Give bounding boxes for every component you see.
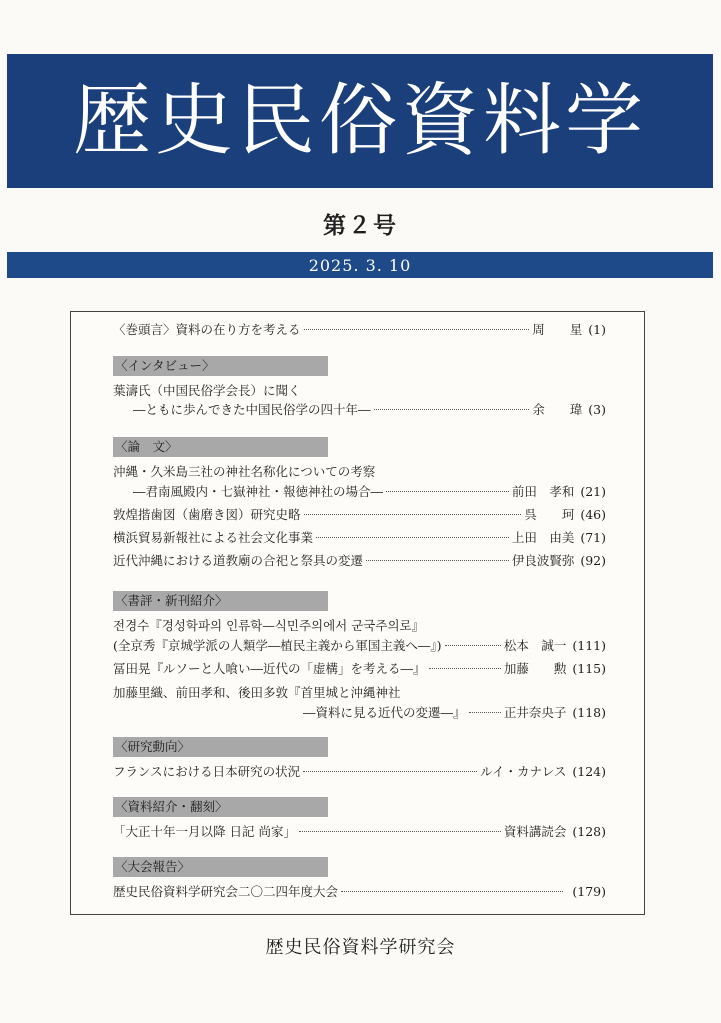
issue-number: 第２号 (323, 213, 398, 239)
entry-page: (128) (572, 824, 606, 839)
entry-title: 横浜貿易新報社による社会文化事業 (113, 530, 314, 545)
toc-entry-review-1-original (113, 616, 606, 636)
entry-title: 「大正十年一月以降 日記 尚家」 (113, 824, 296, 839)
leader-dots (299, 831, 501, 832)
leader-dots (304, 329, 530, 330)
table-of-contents (70, 311, 645, 915)
entry-author: 上田 由美 (511, 530, 575, 545)
toc-entry-interview (113, 400, 606, 420)
toc-entry-review-2 (113, 659, 606, 679)
entry-page: (115) (572, 661, 606, 676)
entry-page: (3) (588, 402, 606, 417)
section-heading-reviews: 〈書評・新刊紹介〉 (113, 591, 328, 611)
leader-dots (303, 771, 477, 772)
entry-subtitle: ―君南風殿内・七嶽神社・報徳神社の場合― (133, 484, 384, 499)
leader-dots (366, 560, 509, 561)
entry-title: 葉濤氏（中国民俗学会長）に聞く (113, 383, 301, 398)
section-heading-trends: 〈研究動向〉 (113, 737, 328, 757)
leader-dots (374, 409, 530, 410)
entry-page: (179) (572, 884, 606, 899)
leader-dots (341, 891, 563, 892)
entry-author: 伊良波賢弥 (511, 553, 575, 568)
section-heading-conference: 〈大会報告〉 (113, 857, 328, 877)
entry-title: 沖縄・久米島三社の神社名称化についての考察 (113, 464, 376, 479)
toc-entry-trends (113, 762, 606, 782)
entry-page: (124) (572, 764, 606, 779)
entry-page: (21) (580, 484, 606, 499)
entry-page: (92) (580, 553, 606, 568)
publisher-name: 歴史民俗資料学研究会 (265, 937, 456, 958)
entry-author: 前田 孝和 (511, 484, 575, 499)
entry-subtitle: ―資料に見る近代の変遷―』 (303, 705, 466, 720)
toc-entry-review-3-title (113, 683, 606, 703)
entry-author: 余 瑋 (532, 402, 583, 417)
entry-author: 資料講読会 (503, 824, 567, 839)
toc-entry-conference (113, 882, 606, 902)
leader-dots (429, 668, 501, 669)
entry-title: 冨田晃『ルソーと人喰い―近代の「虚構」を考える―』 (113, 661, 426, 676)
entry-author: 加藤 勲 (503, 661, 567, 676)
entry-author: 正井奈央子 (503, 705, 567, 720)
entry-page: (71) (580, 530, 606, 545)
toc-entry-foreword (113, 320, 606, 340)
leader-dots (316, 537, 509, 538)
entry-author: 周 星 (532, 322, 583, 337)
entry-translation: (全京秀『京城学派の人類学―植民主義から軍国主義へ―』) (113, 638, 442, 653)
toc-entry-paper-1-title (113, 462, 606, 482)
leader-dots (304, 514, 522, 515)
toc-entry-paper-4 (113, 551, 606, 571)
leader-dots (386, 491, 509, 492)
section-heading-sources: 〈資料紹介・翻刻〉 (113, 797, 328, 817)
leader-dots (469, 712, 501, 713)
toc-entry-review-3 (113, 703, 606, 723)
toc-entry-paper-3 (113, 528, 606, 548)
entry-title: 近代沖縄における道教廟の合祀と祭具の変遷 (113, 553, 364, 568)
entry-title: フランスにおける日本研究の状況 (113, 764, 301, 779)
entry-title: 歴史民俗資料学研究会二〇二四年度大会 (113, 884, 339, 899)
entry-title: 加藤里織、前田孝和、後田多敦『首里城と沖縄神社 (113, 685, 401, 700)
entry-subtitle: ―ともに歩んできた中国民俗学の四十年― (133, 402, 371, 417)
entry-page: (46) (580, 507, 606, 522)
entry-author: ルイ・カナレス (480, 764, 567, 779)
entry-author: 松本 誠一 (503, 638, 567, 653)
entry-title: 〈巻頭言〉資料の在り方を考える (113, 322, 301, 337)
entry-page: (111) (572, 638, 606, 653)
toc-entry-review-1 (113, 636, 606, 656)
toc-entry-paper-2 (113, 505, 606, 525)
toc-entry-sources (113, 822, 606, 842)
entry-page: (118) (572, 705, 606, 720)
section-heading-papers: 〈論 文〉 (113, 437, 328, 457)
toc-entry-interview-title (113, 381, 606, 401)
entry-page: (1) (588, 322, 606, 337)
entry-title: 전경수『경성학파의 인류학—식민주의에서 군국주의로』 (113, 618, 425, 633)
journal-title: 歴史民俗資料学 (72, 76, 647, 166)
section-heading-interview: 〈インタビュー〉 (113, 356, 328, 376)
toc-entry-paper-1 (113, 482, 606, 502)
title-band (7, 54, 713, 188)
entry-title: 敦煌揩歯図（歯磨き図）研究史略 (113, 507, 301, 522)
entry-author: 呉 珂 (524, 507, 575, 522)
publication-date: 2025. 3. 10 (308, 255, 412, 275)
leader-dots (445, 645, 501, 646)
date-band (7, 252, 713, 278)
